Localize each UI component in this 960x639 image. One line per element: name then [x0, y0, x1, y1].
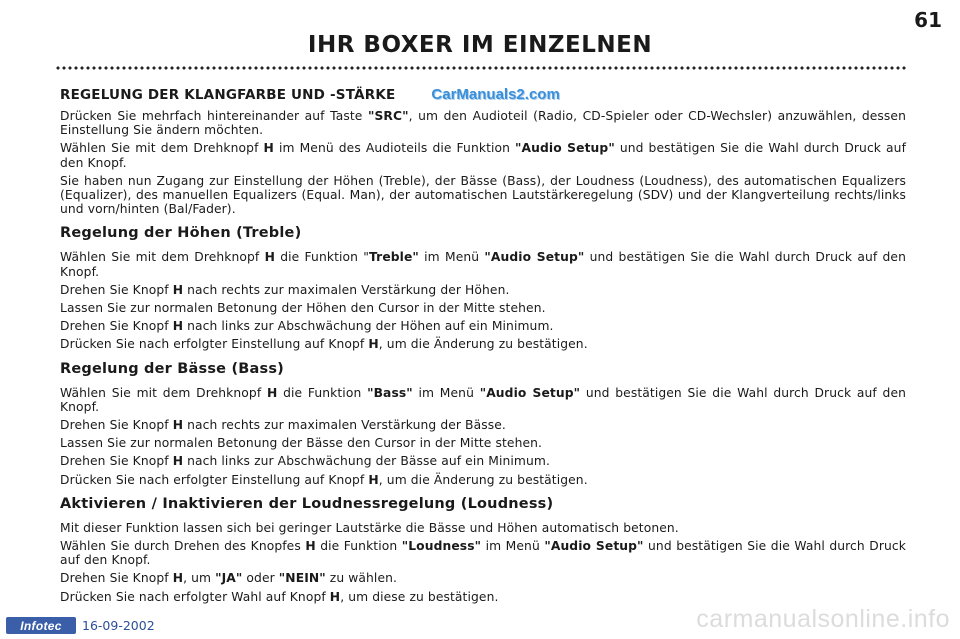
body-paragraph	[60, 473, 906, 487]
text-run: im Menü	[412, 385, 480, 400]
text-run: Drehen Sie Knopf	[60, 454, 173, 469]
text-run: Drehen Sie Knopf	[60, 282, 173, 297]
text-run: Lassen Sie zur normalen Betonung der Höhen den Cursor in der Mitte stehen.	[60, 301, 546, 316]
page-title: IHR BOXER IM EINZELNEN	[307, 32, 653, 58]
text-run: , um	[183, 571, 216, 586]
body-paragraph	[60, 571, 906, 585]
text-run: im Menü des Audioteils die Funktion	[273, 141, 516, 156]
text-run: nach rechts zur maximalen Verstärkung der Bässe.	[183, 418, 506, 433]
text-run: Wählen Sie mit dem Drehknopf	[60, 385, 267, 400]
bold-term: H	[368, 337, 379, 352]
footer-date: 16-09-2002	[82, 618, 155, 633]
text-run: Drehen Sie Knopf	[60, 319, 173, 334]
section-heading: REGELUNG DER KLANGFARBE UND -STÄRKE	[60, 86, 396, 103]
bold-term: H	[263, 141, 274, 156]
body-paragraph	[60, 337, 906, 351]
body-paragraph	[60, 283, 906, 297]
subsection-heading: Regelung der Höhen (Treble)	[60, 225, 302, 242]
bold-term: H	[172, 571, 184, 586]
infotec-logo	[6, 617, 76, 634]
text-run: und bestätigen Sie die Wahl durch Druck auf den Knopf.	[60, 141, 907, 170]
logo-text: Infotec	[20, 618, 62, 633]
bold-term: H	[172, 319, 184, 334]
text-run: Drehen Sie Knopf	[60, 571, 173, 586]
subsection-heading: Aktivieren / Inaktivieren der Loudnessregelung (Loudness)	[60, 495, 554, 512]
text-run: , um die Änderung zu bestätigen.	[378, 337, 588, 352]
text-run: , um diese zu bestätigen.	[340, 589, 499, 604]
text-run: , um den Audioteil (Radio, CD-Spieler oder CD-Wechsler) anzuwählen, dessen Einstellung Sie ändern möchten.	[60, 109, 906, 138]
text-run: Wählen Sie mit dem Drehknopf	[60, 250, 265, 265]
bold-term: H	[172, 418, 184, 433]
text-run: Mit dieser Funktion lassen sich bei geringer Lautstärke die Bässe und Höhen automatisch betonen.	[60, 520, 679, 535]
bold-term: "Audio Setup"	[484, 250, 585, 265]
text-run: im Menü	[418, 250, 485, 265]
text-run: nach links zur Abschwächung der Bässe auf ein Minimum.	[183, 454, 550, 469]
text-run: nach rechts zur maximalen Verstärkung der Höhen.	[183, 282, 510, 297]
body-paragraph	[60, 250, 906, 278]
body-paragraph	[60, 436, 906, 450]
bold-term: "Loudness"	[401, 539, 482, 554]
bold-term: "Audio Setup"	[479, 385, 581, 400]
text-run: die Funktion "	[275, 250, 370, 265]
text-run: Drehen Sie Knopf	[60, 418, 173, 433]
text-run: Sie haben nun Zugang zur Einstellung der Höhen (Treble), der Bässe (Bass), der Loudness (Loudness), des automatischen Equalizers (Equalizer), des manuellen Equalizers (Equal. Man), der automatischen Lautstärkeregelung (SDV) und der Klangverteilung rechts/links und vorn/hinten (Bal/Fader).	[60, 173, 906, 217]
text-run: Lassen Sie zur normalen Betonung der Bässe den Cursor in der Mitte stehen.	[60, 436, 543, 451]
body-paragraph	[60, 590, 906, 604]
text-run: nach links zur Abschwächung der Höhen auf ein Minimum.	[183, 319, 554, 334]
site-watermark-logo: CarManuals2.com	[431, 86, 560, 103]
body-paragraph	[60, 386, 906, 414]
text-run: die Funktion	[277, 385, 368, 400]
footer-watermark: carmanualsonline.info	[696, 605, 950, 633]
bold-term: "Bass"	[367, 385, 413, 400]
body-paragraph	[60, 319, 906, 333]
section-heading-row	[60, 86, 906, 103]
text-run: Drücken Sie nach erfolgter Wahl auf Knopf	[60, 589, 330, 604]
bold-term: H	[305, 539, 316, 554]
text-run: und bestätigen Sie die Wahl durch Druck auf den Knopf.	[60, 385, 907, 414]
subsection-heading: Regelung der Bässe (Bass)	[60, 360, 285, 377]
body-paragraph	[60, 109, 906, 137]
text-run: oder	[242, 571, 279, 586]
text-run: zu wählen.	[325, 571, 398, 586]
bold-term: "SRC"	[367, 109, 409, 123]
bold-term: H	[266, 385, 278, 400]
bold-term: H	[172, 454, 184, 469]
text-run: Drücken Sie nach erfolgter Einstellung auf Knopf	[60, 337, 369, 352]
text-run: Wählen Sie mit dem Drehknopf	[60, 141, 264, 156]
page-number: 61	[914, 8, 942, 32]
subsections	[60, 225, 906, 603]
bold-term: H	[329, 589, 341, 604]
bold-term: "Audio Setup"	[544, 539, 644, 554]
text-run: und bestätigen Sie die Wahl durch Druck auf den Knopf.	[60, 250, 906, 279]
bold-term: "NEIN"	[278, 571, 326, 586]
bold-term: H	[264, 250, 275, 265]
text-run: Drücken Sie nach erfolgter Einstellung auf Knopf	[60, 472, 369, 487]
text-run: im Menü	[481, 539, 545, 554]
bold-term: "JA"	[215, 571, 243, 586]
bold-term: "Audio Setup"	[515, 141, 615, 156]
content-area	[60, 86, 906, 608]
text-run: die Funktion	[315, 539, 402, 554]
body-paragraph	[60, 418, 906, 432]
bold-term: H	[368, 472, 379, 487]
body-paragraph	[60, 454, 906, 468]
dotted-divider	[55, 65, 907, 71]
text-run: und bestätigen Sie die Wahl durch Druck auf den Knopf.	[60, 539, 906, 568]
body-paragraph	[60, 174, 906, 217]
text-run: Wählen Sie durch Drehen des Knopfes	[60, 539, 306, 554]
text-run: , um die Änderung zu bestätigen.	[378, 472, 588, 487]
bold-term: Treble"	[369, 250, 419, 265]
body-paragraph	[60, 539, 906, 567]
body-paragraph	[60, 521, 906, 535]
body-paragraph	[60, 141, 906, 169]
intro-paragraphs	[60, 109, 906, 216]
bold-term: H	[172, 282, 184, 297]
body-paragraph	[60, 301, 906, 315]
text-run: Drücken Sie mehrfach hintereinander auf Taste	[60, 109, 368, 123]
